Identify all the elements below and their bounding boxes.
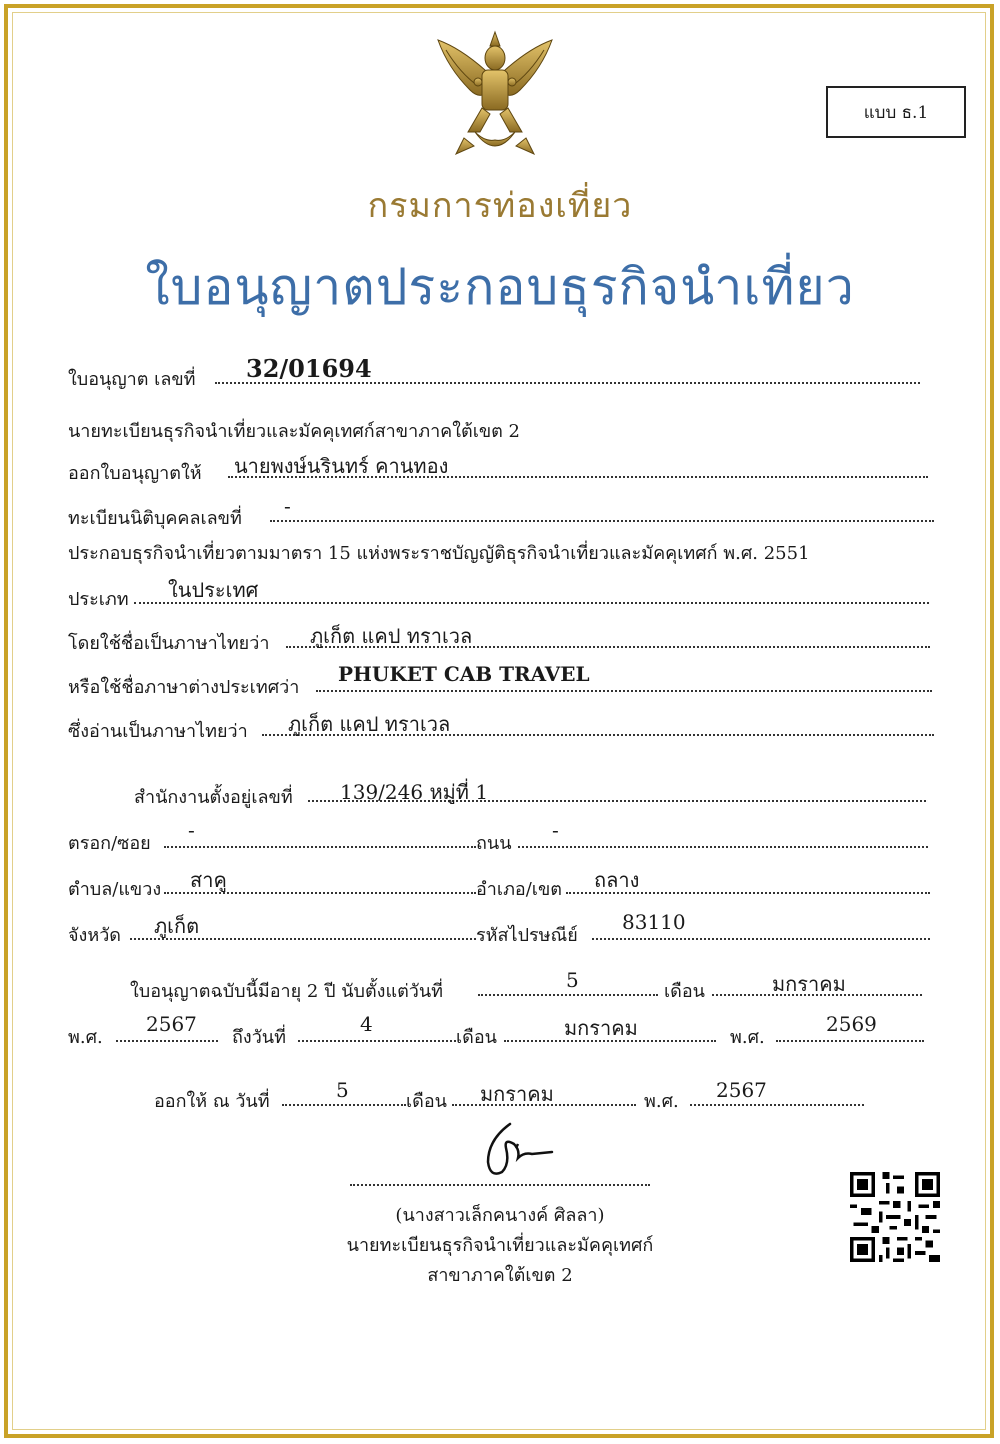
dotted-line xyxy=(776,1040,924,1042)
postcode-label: รหัสไปรษณีย์ xyxy=(476,925,578,946)
dotted-line xyxy=(690,1104,864,1106)
validity-start-month: มกราคม xyxy=(772,972,846,996)
postcode-value: 83110 xyxy=(622,910,686,934)
issued-month-label: เดือน xyxy=(406,1091,447,1112)
dotted-line xyxy=(164,846,476,848)
validity-end-day: 4 xyxy=(360,1012,373,1036)
issued-to-label: ออกใบอนุญาตให้ xyxy=(68,463,202,484)
license-number-label: ใบอนุญาต เลขที่ xyxy=(68,369,196,390)
category-value: ในประเทศ xyxy=(168,578,259,602)
form-code-box: แบบ ธ.1 xyxy=(826,86,966,138)
subdistrict-value: สาคู xyxy=(190,868,227,892)
issued-date-label: ออกให้ ณ วันที่ xyxy=(154,1091,270,1112)
dotted-line xyxy=(316,690,932,692)
alley-label: ตรอก/ซอย xyxy=(68,833,151,854)
category-label: ประเภท xyxy=(68,589,129,610)
registrar-line: นายทะเบียนธุรกิจนำเที่ยวและมัคคุเทศก์สาขาภาคใต้เขต 2 xyxy=(68,421,521,442)
district-label: อำเภอ/เขต xyxy=(476,879,562,900)
dotted-line xyxy=(478,994,658,996)
document-title: ใบอนุญาตประกอบธุรกิจนำเที่ยว xyxy=(145,258,855,316)
validity-start-day: 5 xyxy=(566,968,579,992)
foreign-name-value: PHUKET CAB TRAVEL xyxy=(338,662,590,686)
dotted-line xyxy=(518,846,928,848)
license-number: 32/01694 xyxy=(246,354,372,383)
thai-name-label: โดยใช้ชื่อเป็นภาษาไทยว่า xyxy=(68,633,270,654)
signatory-branch: สาขาภาคใต้เขต 2 xyxy=(427,1265,573,1286)
subdistrict-label: ตำบล/แขวง xyxy=(68,879,162,900)
province-value: ภูเก็ต xyxy=(154,914,200,938)
department-name: กรมการท่องเที่ยว xyxy=(367,186,633,226)
road-label: ถนน xyxy=(476,833,512,854)
garuda-emblem-icon xyxy=(430,28,560,163)
signature-line xyxy=(350,1184,650,1186)
dotted-line xyxy=(270,520,934,522)
juristic-id-value: - xyxy=(284,494,291,518)
validity-start-year: 2567 xyxy=(146,1012,197,1036)
issued-to-value: นายพงษ์นรินทร์ คานทอง xyxy=(234,454,449,478)
validity-month-label: เดือน xyxy=(664,981,705,1002)
validity-end-year: 2569 xyxy=(826,1012,877,1036)
signatory-position: นายทะเบียนธุรกิจนำเที่ยวและมัคคุเทศก์ xyxy=(346,1235,654,1256)
dotted-line xyxy=(592,938,930,940)
issued-day: 5 xyxy=(336,1078,349,1102)
pronounced-label: ซึ่งอ่านเป็นภาษาไทยว่า xyxy=(68,721,248,742)
signature-image xyxy=(480,1118,560,1180)
qr-code-icon xyxy=(848,1172,942,1262)
juristic-id-label: ทะเบียนนิติบุคคลเลขที่ xyxy=(68,508,242,529)
issued-be-label: พ.ศ. xyxy=(644,1091,679,1112)
validity-be-label: พ.ศ. xyxy=(68,1027,103,1048)
office-value: 139/246 หมู่ที่ 1 xyxy=(340,780,489,804)
foreign-name-label: หรือใช้ชื่อภาษาต่างประเทศว่า xyxy=(68,677,300,698)
validity-end-month-label: เดือน xyxy=(456,1027,497,1048)
alley-value: - xyxy=(188,818,195,842)
validity-end-be-label: พ.ศ. xyxy=(730,1027,765,1048)
signatory-name: (นางสาวเล็กคนางค์ ศิลลา) xyxy=(395,1205,605,1226)
pronounced-value: ภูเก็ต แคป ทราเวล xyxy=(288,712,451,736)
validity-intro: ใบอนุญาตฉบับนี้มีอายุ 2 ปี นับตั้งแต่วันที่ xyxy=(130,981,444,1002)
dotted-line xyxy=(116,1040,218,1042)
district-value: ถลาง xyxy=(594,868,640,892)
operation-line: ประกอบธุรกิจนำเที่ยวตามมาตรา 15 แห่งพระราชบัญญัติธุรกิจนำเที่ยวและมัคคุเทศก์ พ.ศ. 2551 xyxy=(68,543,810,564)
thai-name-value: ภูเก็ต แคป ทราเวล xyxy=(310,624,473,648)
province-label: จังหวัด xyxy=(68,925,121,946)
issued-year: 2567 xyxy=(716,1078,767,1102)
dotted-line xyxy=(298,1040,456,1042)
validity-end-month: มกราคม xyxy=(564,1016,638,1040)
road-value: - xyxy=(552,818,559,842)
office-label: สำนักงานตั้งอยู่เลขที่ xyxy=(134,787,293,808)
issued-month: มกราคม xyxy=(480,1082,554,1106)
dotted-line xyxy=(282,1104,406,1106)
validity-until-label: ถึงวันที่ xyxy=(232,1027,286,1048)
